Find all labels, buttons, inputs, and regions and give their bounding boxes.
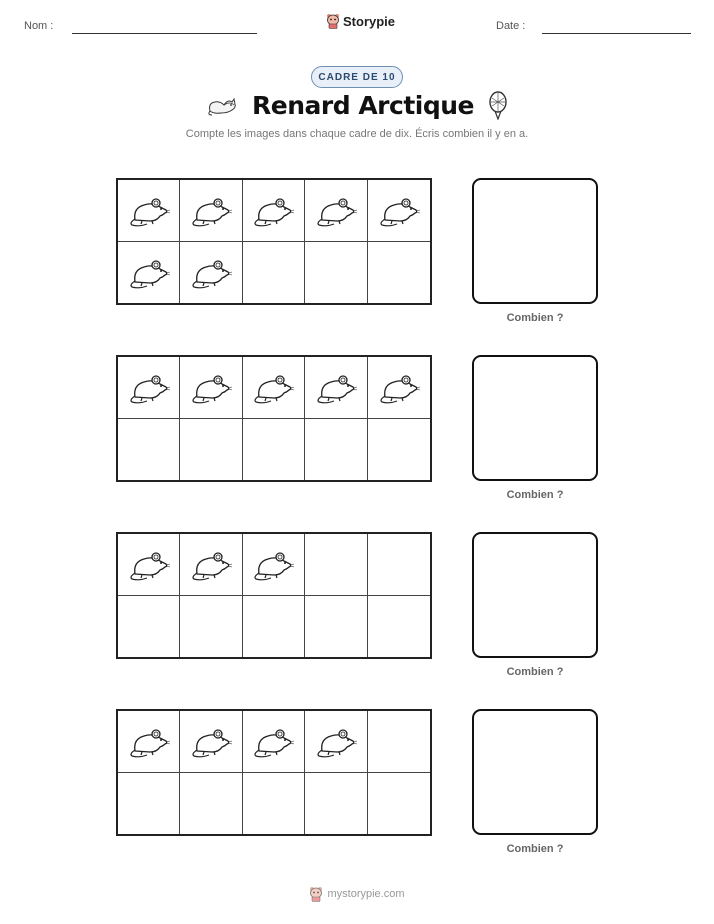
ten-frame-1 [116,178,432,305]
ten-frame-cell [180,711,242,773]
footer-url[interactable]: mystorypie.com [327,888,405,900]
ten-frame-cell [118,242,180,304]
ten-frame-cell [118,419,180,481]
ten-frame-cell [180,534,242,596]
answer-box-4[interactable] [472,709,598,835]
ten-frame-cell [118,357,180,419]
mouse-icon [189,254,233,290]
ten-frame-cell [118,773,180,835]
brand-logo [326,13,395,29]
ten-frame-cell [305,596,367,658]
ten-frame-4 [116,709,432,836]
answer-label-1: Combien ? [506,312,564,324]
ten-frame-cell [243,711,305,773]
ten-frame-cell [118,596,180,658]
title-row [0,90,714,120]
mouse-icon [314,369,358,405]
ten-frame-cell [243,596,305,658]
ten-frame-cell [368,242,430,304]
ten-frame-cell [368,180,430,242]
mouse-icon [377,192,421,228]
ten-frame-cell [368,534,430,596]
date-label: Date : [496,20,526,32]
ten-frame-cell [243,242,305,304]
ten-frame-cell [180,773,242,835]
ten-frame-cell [305,419,367,481]
mouse-icon [189,723,233,759]
ten-frame-cell [305,242,367,304]
name-line [72,33,257,34]
ten-frame-cell [368,596,430,658]
mouse-icon [189,546,233,582]
mouse-icon [127,254,171,290]
ten-frame-cell [305,534,367,596]
ten-frame-cell [243,357,305,419]
instructions: Compte les images dans chaque cadre de dix. Écris combien il y en a. [185,128,529,140]
storypie-mascot-icon [309,886,323,902]
answer-label-3: Combien ? [506,666,564,678]
ten-frame-cell [368,711,430,773]
storypie-mascot-icon [326,13,340,29]
ten-frame-cell [368,357,430,419]
mouse-icon [127,369,171,405]
snowshoe-icon [488,90,508,120]
mouse-icon [127,192,171,228]
answer-box-3[interactable] [472,532,598,658]
ten-frame-cell [243,534,305,596]
ten-frame-cell [305,773,367,835]
ten-frame-cell [305,180,367,242]
answer-label-4: Combien ? [506,843,564,855]
ten-frame-cell [180,242,242,304]
mouse-icon [127,723,171,759]
mouse-icon [127,546,171,582]
mouse-icon [377,369,421,405]
ten-frame-cell [243,773,305,835]
ten-frame-cell [305,711,367,773]
mouse-icon [189,192,233,228]
ten-frame-cell [180,357,242,419]
answer-box-2[interactable] [472,355,598,481]
ten-frame-cell [180,596,242,658]
date-line [542,33,691,34]
mouse-icon [314,192,358,228]
ten-frame-cell [368,419,430,481]
ten-frame-cell [368,773,430,835]
ten-frame-cell [118,180,180,242]
page-title: Renard Arctique [252,90,474,120]
mouse-icon [314,723,358,759]
ten-frame-cell [305,357,367,419]
worksheet-type-badge: CADRE DE 10 [311,66,403,88]
mouse-icon [251,723,295,759]
name-label: Nom : [24,20,54,32]
ten-frame-3 [116,532,432,659]
ten-frame-cell [118,534,180,596]
ten-frame-cell [243,180,305,242]
mouse-icon [251,546,295,582]
ten-frame-cell [243,419,305,481]
ten-frame-2 [116,355,432,482]
footer [0,886,714,902]
mouse-icon [251,192,295,228]
ten-frame-cell [180,419,242,481]
mouse-icon [251,369,295,405]
ten-frame-cell [180,180,242,242]
ten-frame-cell [118,711,180,773]
arctic-fox-icon [206,93,238,117]
answer-box-1[interactable] [472,178,598,304]
brand-name: Storypie [343,13,396,29]
mouse-icon [189,369,233,405]
answer-label-2: Combien ? [506,489,564,501]
